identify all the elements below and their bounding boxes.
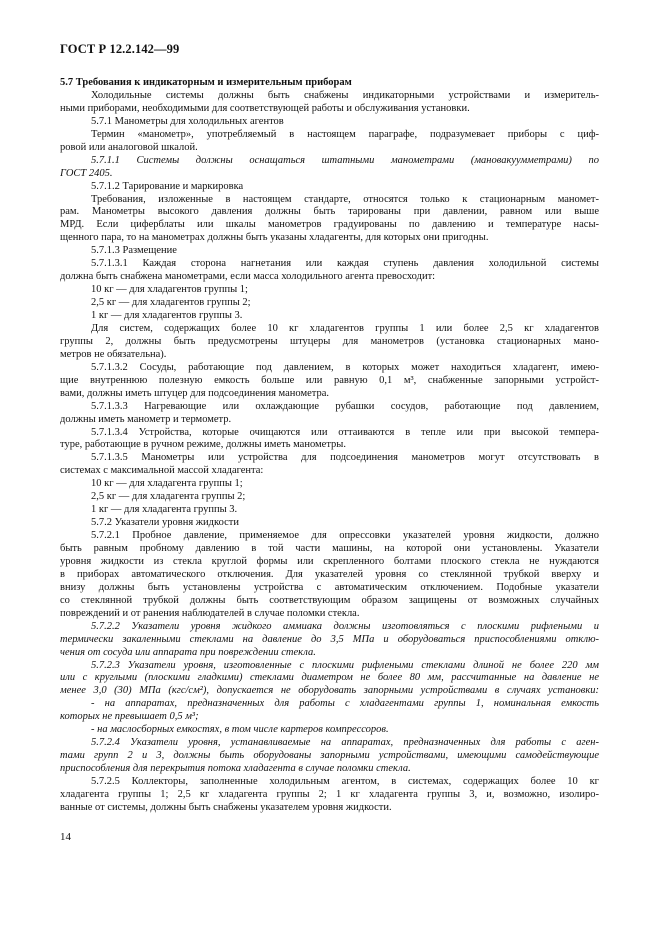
text-line: в приборах автоматического отключения. Для указателей уровня со стеклянной трубкой вверху и — [60, 568, 599, 580]
text-line: ными приборами, необходимыми для соответствующей работы и обслуживания установки. — [60, 102, 470, 114]
text-line: 1 кг — для хладагентов группы 3. — [91, 310, 243, 322]
text-line: 5.7.1.1 Системы должны оснащаться штатными манометрами (мановакуумметрами) по — [91, 154, 599, 166]
text-line: 1 кг — для хладагента группы 3. — [91, 504, 238, 516]
text-line: хладагента группы 1; 2,5 кг хладагента группы 2; 1 кг хладагента группы 3, и, возможно, изолиро- — [60, 788, 599, 800]
text-line: щие внутреннюю полезную емкость больше или равную 0,1 м³, снабженные запорными устройст- — [60, 374, 599, 386]
text-line: или с круглыми (плоскими гладкими) стеклами диаметром не более 80 мм, рассчитанные на давление не — [60, 672, 599, 684]
text-line: щенного пара, то на манометрах должны быть указаны хладагенты, для которых они пригодны. — [60, 232, 489, 244]
document-header: ГОСТ Р 12.2.142—99 — [60, 42, 180, 56]
text-line: 5.7.2.3 Указатели уровня, изготовленные с плоскими рифлеными стеклами длиной не более 220 мм — [91, 659, 599, 671]
text-line: системах с максимальной массой хладагента: — [60, 465, 264, 477]
text-line: 10 кг — для хладагента группы 1; — [91, 478, 243, 490]
text-line: 5.7.1.3.2 Сосуды, работающие под давлением, в которых может находиться хладагент, имею- — [91, 361, 599, 373]
text-line: внизу должны быть установлены устройства с автоматическим отключением. Подобные указатели — [60, 581, 599, 593]
text-line: 5.7.1.3.5 Манометры или устройства для подсоединения манометров могут отсутствовать в — [91, 452, 599, 464]
text-line: менее 3,0 (30) МПа (кгс/см²), допускается не оборудовать запорными устройствами в случаях установки: — [60, 685, 599, 697]
text-line: повреждений и от ранения наблюдателей в случае поломки стекла. — [60, 607, 360, 619]
text-line: должна быть снабжена манометрами, если масса холодильного агента превосходит: — [60, 271, 436, 283]
text-line: 5.7.2.4 Указатели уровня, устанавливаемые на аппаратах, предназначенных для работы с аген- — [91, 737, 599, 749]
text-line: Термин «манометр», употребляемый в настоящем параграфе, подразумевает приборы с циф- — [91, 128, 599, 140]
text-line: - на аппаратах, предназначенных для работы с хладагентами группы 1, номинальная емкость — [91, 698, 599, 710]
text-line: 10 кг — для хладагентов группы 1; — [91, 284, 248, 296]
text-line: быть равным пробному давлению в той части машины, на которой они установлены. Указатели — [60, 543, 599, 555]
text-line: 5.7.1.2 Тарирование и маркировка — [91, 180, 244, 192]
text-line: рам. Манометры высокого давления должны быть тарированы при давлении, равном или выше — [60, 206, 599, 218]
text-line: 5.7.2.5 Коллекторы, заполненные холодильным агентом, в системах, содержащих более 10 кг — [91, 776, 599, 788]
text-line: Холодильные системы должны быть снабжены индикаторными устройствами и измеритель- — [91, 89, 599, 101]
text-line: 5.7.1.3.4 Устройства, которые очищаются или оттаиваются в тепле или при высокой темпера- — [91, 426, 599, 438]
text-line: 5.7.1.3.1 Каждая сторона нагнетания или каждая ступень давления холодильной системы — [91, 258, 599, 270]
text-line: которых не превышает 0,5 м³; — [60, 711, 199, 723]
text-line: метров не обязательна). — [60, 348, 167, 360]
text-line: группы 2, должны быть предусмотрены штуцеры для манометров (установка стационарных мано- — [60, 335, 599, 347]
text-line: 5.7.1.3.3 Нагревающие или охлаждающие рубашки сосудов, работающие под давлением, — [91, 400, 599, 412]
text-line: термически закаленными стеклами на давление до 3,5 МПа и оборудоваться приспособлениями отклю- — [60, 633, 599, 645]
text-line: Для систем, содержащих более 10 кг хладагентов группы 1 или более 2,5 кг хладагентов — [91, 323, 599, 334]
text-line: уровня жидкости из стекла круглой формы или скрепленного болтами плоского стекла не нуждаются — [60, 556, 599, 568]
text-line: 5.7.1.3 Размещение — [91, 245, 177, 257]
text-line: Требования, изложенные в настоящем стандарте, относятся только к стационарным маномет- — [91, 193, 599, 205]
text-line: 2,5 кг — для хладагента группы 2; — [91, 491, 246, 503]
text-line: МРД. Если циферблаты или шкалы манометров градуированы по давлению и температуре насы- — [60, 219, 599, 231]
text-line: 5.7.2.2 Указатели уровня жидкого аммиака должны изготовляться с плоскими рифлеными и — [91, 620, 599, 632]
text-line: ровой или аналоговой шкалой. — [60, 141, 198, 153]
text-line: туре, работающие в ручном режиме, должны иметь манометры. — [60, 439, 346, 451]
text-line: ГОСТ 2405. — [60, 167, 113, 179]
text-line: тами групп 2 и 3, должны быть оборудованы запорными устройствами, имеющими самодействующие — [60, 750, 599, 762]
text-line: 5.7.1 Манометры для холодильных агентов — [91, 115, 284, 127]
text-line: приспособления для перекрытия потока хладагента в случае поломки стекла. — [60, 763, 411, 775]
text-line: - на маслосборных емкостях, в том числе картеров компрессоров. — [91, 724, 389, 736]
text-line: 5.7 Требования к индикаторным и измерительным приборам — [60, 77, 352, 88]
document-body — [60, 77, 599, 815]
page-number: 14 — [60, 831, 71, 843]
text-line: вами, должны иметь штуцер для подсоединения манометра. — [60, 387, 330, 399]
text-line: со стеклянной трубкой должны быть соответствующим образом защищены от возможных случайных — [60, 594, 599, 606]
text-line: 2,5 кг — для хладагентов группы 2; — [91, 297, 251, 309]
text-line: 5.7.2 Указатели уровня жидкости — [91, 517, 239, 529]
text-line: ванные от системы, должны быть снабжены указателем уровня жидкости. — [60, 801, 392, 813]
text-line: чения от сосуда или аппарата при повреждении стекла. — [60, 646, 316, 658]
text-line: 5.7.2.1 Пробное давление, применяемое для опрессовки указателей уровня жидкости, должно — [91, 530, 599, 542]
text-line: должны иметь манометр и термометр. — [60, 413, 232, 425]
